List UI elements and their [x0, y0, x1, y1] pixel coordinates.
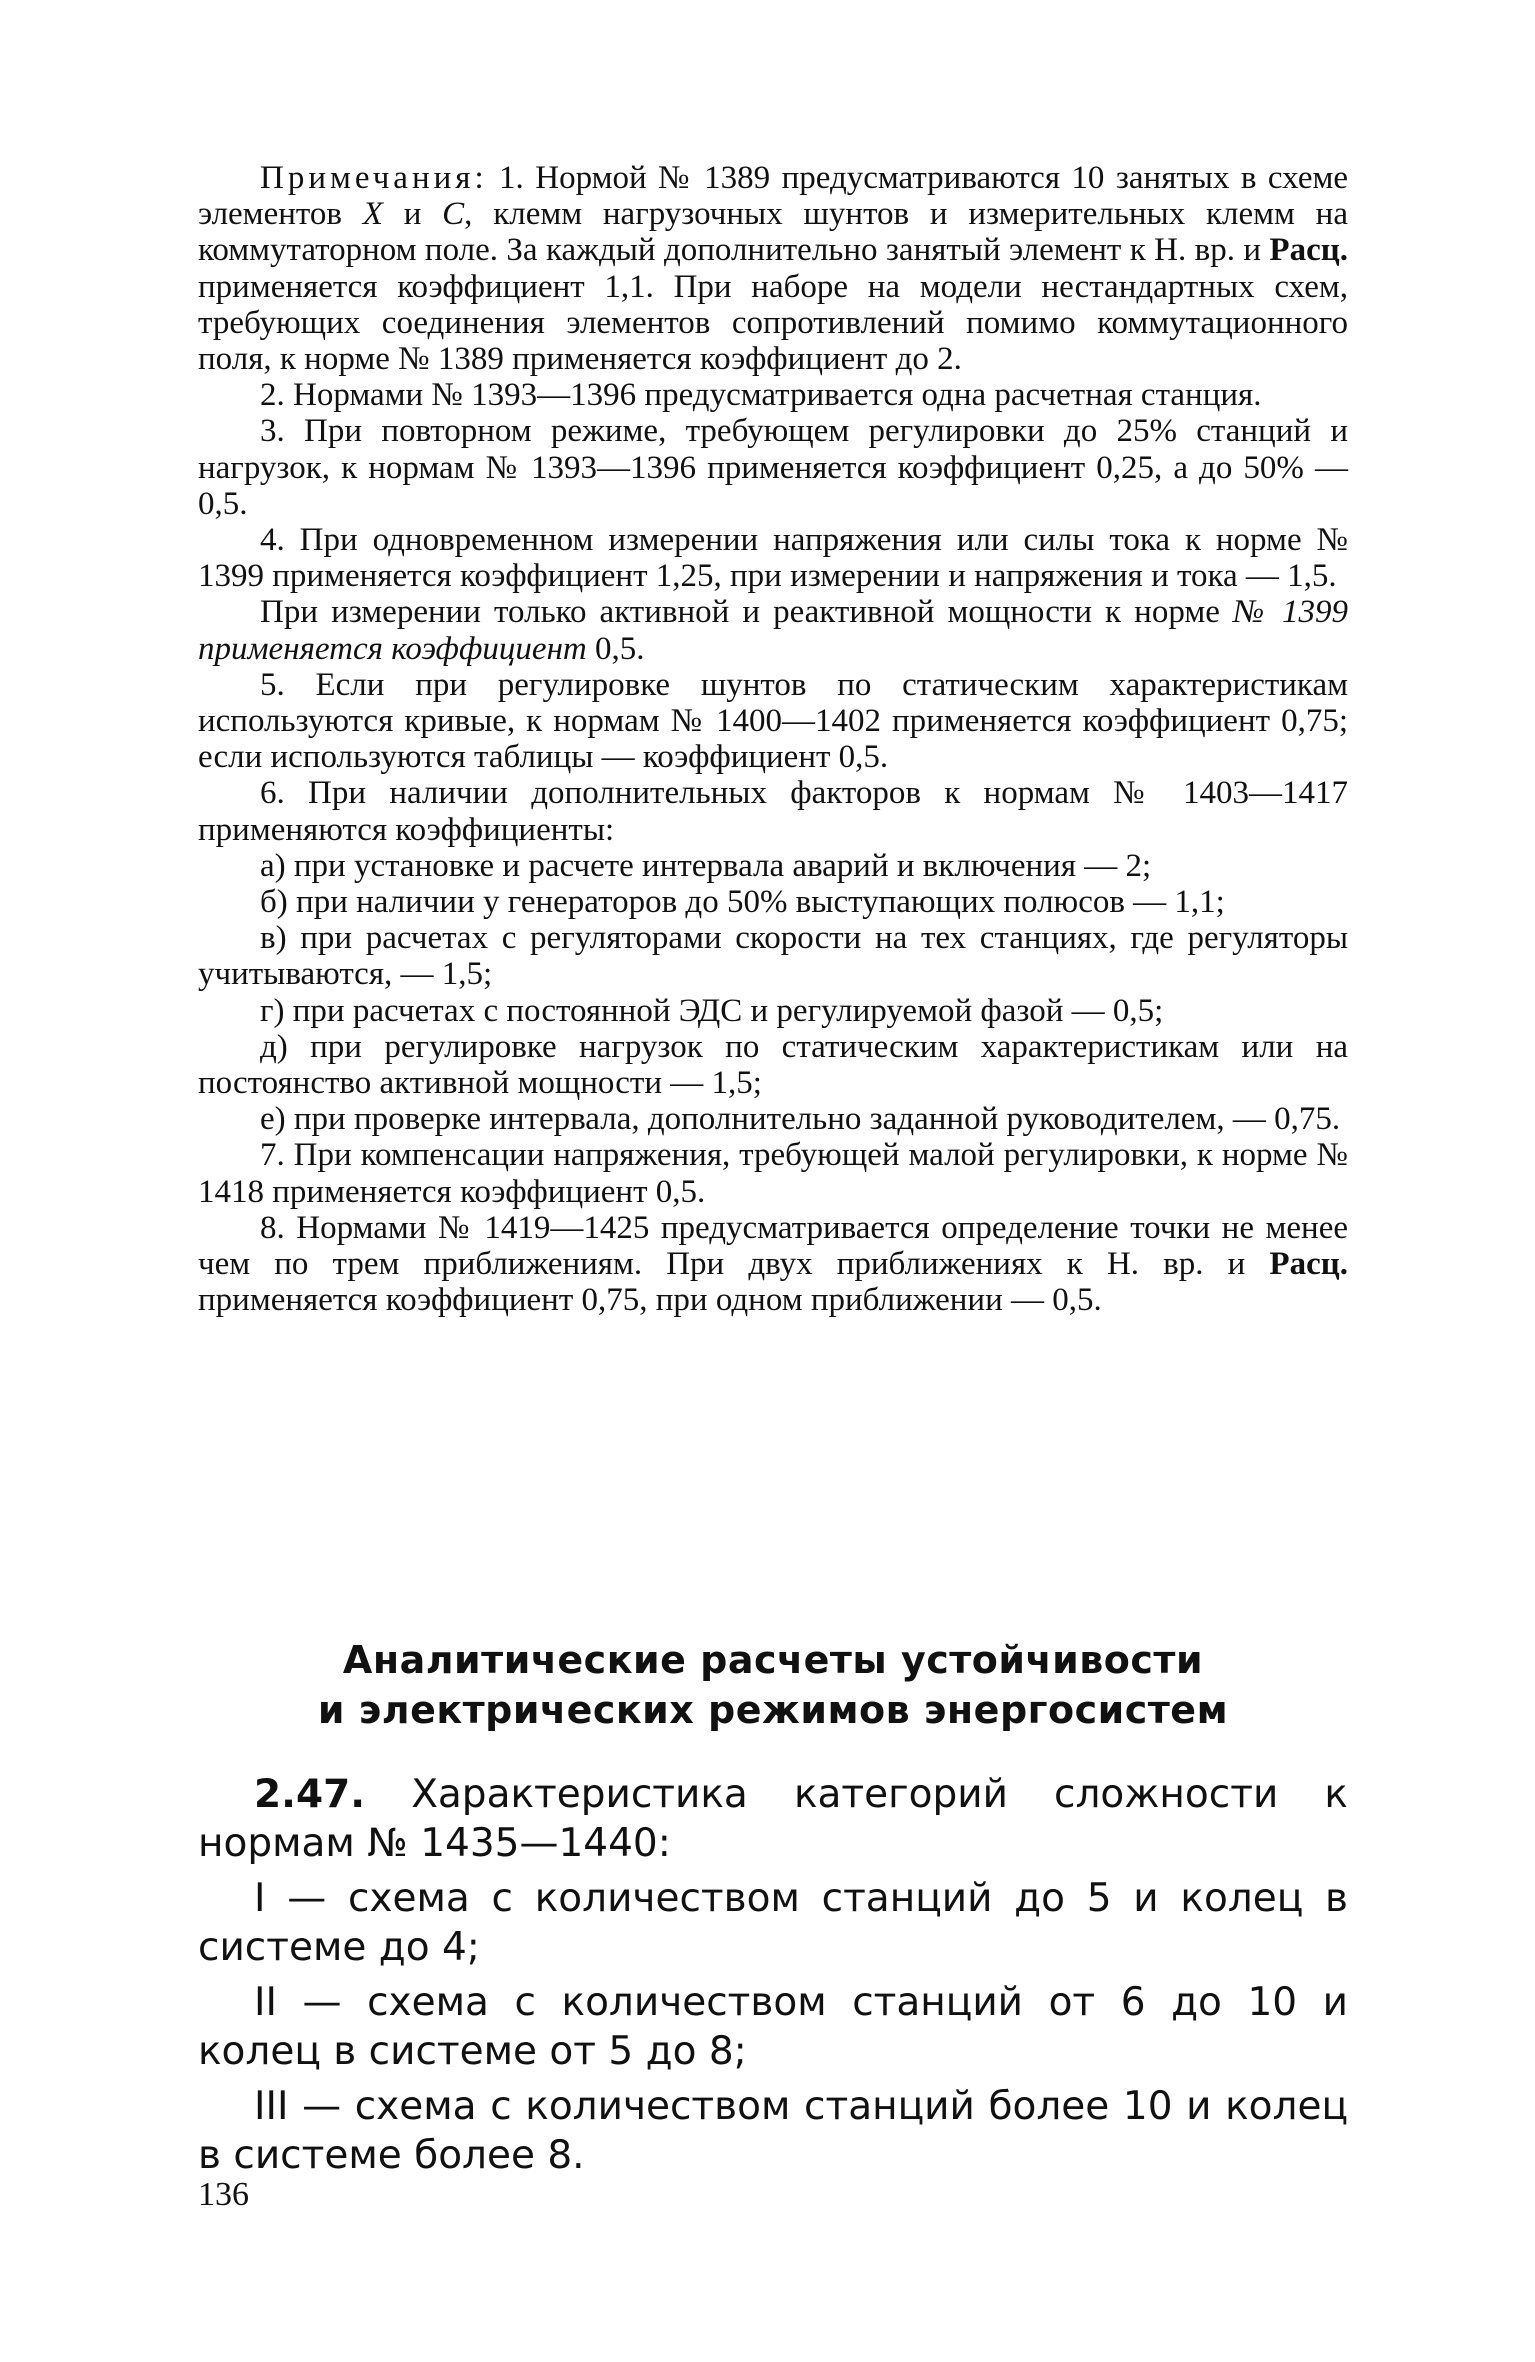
note-6b: б) при наличии у генераторов до 50% выступающих полюсов — 1,1;	[260, 884, 1225, 921]
note-4: 4. При одновременном измерении напряжения или силы тока к норме № 1399 применяется коэффициент 1,25, при измерении и напряжения и тока — 1,5.	[198, 522, 1348, 595]
note-8: 8. Нормами № 1419—1425 предусматривается определение точки не менее чем по трем приближениям. При двух приближениях к Н. вр. и Расц. применяется коэффициент 0,75, при одном приближении — 0,5.	[198, 1209, 1348, 1319]
section-intro: 2.47. Характеристика категорий сложности к нормам № 1435—1440:	[198, 1772, 1348, 1866]
section-heading	[198, 1635, 1348, 1735]
note-1: Примечания: 1. Нормой № 1389 предусматриваются 10 занятых в схеме элементов X и C, клемм нагрузочных шунтов и измерительных клемм на коммутаторном поле. За каждый дополнительно занятый элемент к Н. вр. и Расц. применяется коэффициент 1,1. При наборе на модели нестандартных схем, требующих соединения элементов сопротивлений помимо коммутационного поля, к норме № 1389 применяется коэффициент до 2.	[198, 160, 1348, 378]
notes-section	[198, 160, 1348, 1319]
note-6v: в) при расчетах с регуляторами скорости на тех станциях, где регуляторы учитываются, — 1,5;	[198, 920, 1348, 993]
note-3: 3. При повторном режиме, требующем регулировки до 25% станций и нагрузок, к нормам № 1393—1396 применяется коэффициент 0,25, а до 50% — 0,5.	[198, 413, 1348, 522]
heading-line-2: и электрических режимов энергосистем	[317, 1688, 1229, 1732]
note-2: 2. Нормами № 1393—1396 предусматривается одна расчетная станция.	[260, 377, 1262, 414]
category-2: II — схема с количеством станций от 6 до 10 и колец в системе от 5 до 8;	[198, 1980, 1348, 2074]
notes-label: Примечания:	[260, 160, 488, 196]
note-6e: е) при проверке интервала, дополнительно заданной руководителем, — 0,75.	[260, 1101, 1341, 1138]
note-6g: г) при расчетах с постоянной ЭДС и регулируемой фазой — 0,5;	[260, 992, 1164, 1029]
category-3: III — схема с количеством станций более 10 и колец в системе более 8.	[198, 2084, 1348, 2178]
note-6: 6. При наличии дополнительных факторов к нормам № 1403—1417 применяются коэффициенты:	[198, 775, 1348, 848]
category-1: I — схема с количеством станций до 5 и колец в системе до 4;	[198, 1876, 1348, 1970]
note-7: 7. При компенсации напряжения, требующей малой регулировки, к норме № 1418 применяется коэффициент 0,5.	[198, 1137, 1348, 1210]
section-body	[198, 1770, 1348, 2186]
page-number: 136	[198, 2176, 249, 2213]
note-6d: д) при регулировке нагрузок по статическим характеристикам или на постоянство активной мощности — 1,5;	[198, 1028, 1348, 1102]
note-5: 5. Если при регулировке шунтов по статическим характеристикам используются кривые, к нормам № 1400—1402 применяется коэффициент 0,75; если используются таблицы — коэффициент 0,5.	[198, 666, 1348, 776]
heading-line-1: Аналитические расчеты устойчивости	[342, 1638, 1204, 1682]
note-4-extra: При измерении только активной и реактивной мощности к норме № 1399 применяется коэффициент 0,5.	[198, 594, 1348, 667]
section-number: 2.47.	[254, 1772, 366, 1817]
note-6a: а) при установке и расчете интервала аварий и включения — 2;	[260, 847, 1152, 884]
